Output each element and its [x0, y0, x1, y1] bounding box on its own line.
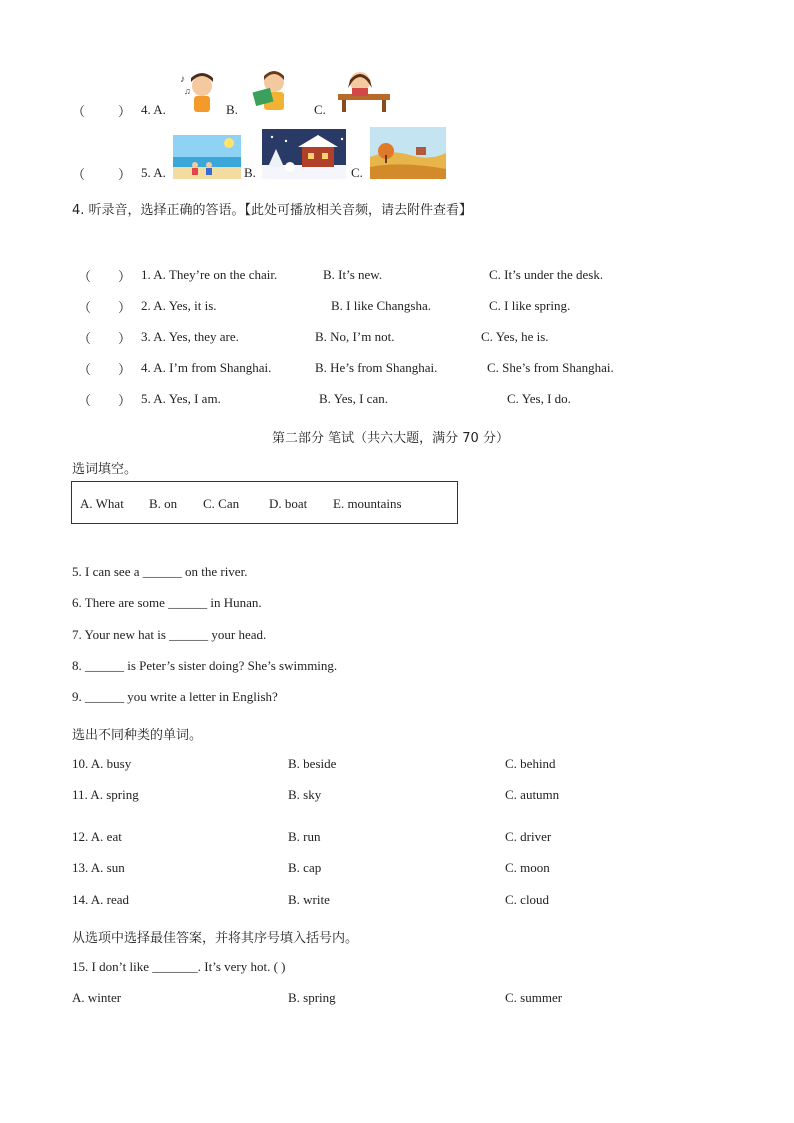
option-b-label: B. [226, 102, 238, 117]
boy-reading-picture [250, 68, 294, 114]
option-c: C. I like spring. [489, 298, 571, 313]
option-a: A. winter [72, 990, 122, 1005]
option-a: 14. A. read [72, 892, 130, 907]
answer-paren-close: ） [118, 363, 132, 378]
word-bank-item: C. Can [203, 496, 240, 511]
word-bank-item: B. on [149, 496, 178, 511]
fill-question: 7. Your new hat is ______ your head. [72, 627, 267, 642]
answer-paren-open: （ [72, 105, 86, 120]
girl-writing-picture [334, 68, 394, 114]
option-c: C. She’s from Shanghai. [487, 360, 614, 375]
option-c: C. summer [505, 990, 563, 1005]
option-a: 11. A. spring [72, 787, 139, 802]
option-c: C. It’s under the desk. [489, 267, 604, 282]
girl-singing-picture [176, 68, 224, 114]
section-title: 选词填空。 [72, 462, 138, 477]
beach-summer-picture [173, 135, 241, 179]
answer-paren-open: （ [78, 363, 92, 378]
word-bank-item: E. mountains [333, 496, 402, 511]
option-a: 13. A. sun [72, 860, 125, 875]
option-b: B. beside [288, 756, 337, 771]
option-c: C. moon [505, 860, 550, 875]
option-a: 10. A. busy [72, 756, 132, 771]
option-b: B. spring [288, 990, 336, 1005]
svg-text:♪: ♪ [180, 74, 185, 85]
question-number: 5. A. [141, 165, 166, 180]
option-c: C. Yes, he is. [481, 329, 549, 344]
option-c: C. driver [505, 829, 552, 844]
option-a: 1. A. They’re on the chair. [141, 267, 278, 282]
fill-question: 5. I can see a ______ on the river. [72, 564, 248, 579]
answer-paren-open: （ [78, 301, 92, 316]
option-c: C. Yes, I do. [507, 391, 571, 406]
option-b: B. Yes, I can. [319, 391, 388, 406]
answer-paren-close: ） [118, 394, 132, 409]
option-c-label: C. [351, 165, 363, 180]
option-b: B. cap [288, 860, 322, 875]
option-c: C. autumn [505, 787, 560, 802]
option-c: C. cloud [505, 892, 550, 907]
section-title: 选出不同种类的单词。 [72, 728, 203, 743]
answer-paren-close: ） [118, 301, 132, 316]
answer-paren-open: （ [78, 332, 92, 347]
option-a: 3. A. Yes, they are. [141, 329, 239, 344]
option-c-label: C. [314, 102, 326, 117]
option-c: C. behind [505, 756, 556, 771]
answer-paren-close: ） [118, 270, 132, 285]
fill-question: 8. ______ is Peter’s sister doing? She’s swimming. [72, 658, 338, 673]
word-bank-item: A. What [80, 496, 124, 511]
answer-paren-open: （ [72, 168, 86, 183]
option-a: 5. A. Yes, I am. [141, 391, 221, 406]
answer-paren-close: ） [118, 168, 132, 183]
autumn-field-picture [370, 127, 446, 179]
answer-paren-open: （ [78, 270, 92, 285]
option-b: B. He’s from Shanghai. [315, 360, 438, 375]
question-stem: 15. I don’t like _______. It’s very hot. ( ) [72, 959, 286, 974]
option-a: 4. A. I’m from Shanghai. [141, 360, 272, 375]
option-a: 2. A. Yes, it is. [141, 298, 217, 313]
answer-paren-open: （ [78, 394, 92, 409]
option-b: B. run [288, 829, 321, 844]
question-number: 4. A. [141, 102, 166, 117]
option-a: 12. A. eat [72, 829, 122, 844]
option-b: B. No, I’m not. [315, 329, 395, 344]
word-bank-item: D. boat [269, 496, 308, 511]
section-title: 从选项中选择最佳答案，并将其序号填入括号内。 [72, 931, 359, 946]
answer-paren-close: ） [118, 105, 132, 120]
option-b: B. sky [288, 787, 322, 802]
answer-paren-close: ） [118, 332, 132, 347]
part-heading: 第二部分 笔试（共六大题，满分 70 分） [272, 431, 509, 446]
fill-question: 6. There are some ______ in Hunan. [72, 595, 262, 610]
option-b: B. write [288, 892, 330, 907]
option-b: B. I like Changsha. [331, 298, 432, 313]
option-b: B. It’s new. [323, 267, 383, 282]
option-b-label: B. [244, 165, 256, 180]
svg-text:♫: ♫ [184, 86, 191, 96]
section-title: 4. 听录音，选择正确的答语。【此处可播放相关音频，请去附件查看】 [72, 203, 473, 218]
fill-question: 9. ______ you write a letter in English? [72, 689, 278, 704]
snowy-house-picture [262, 129, 346, 179]
